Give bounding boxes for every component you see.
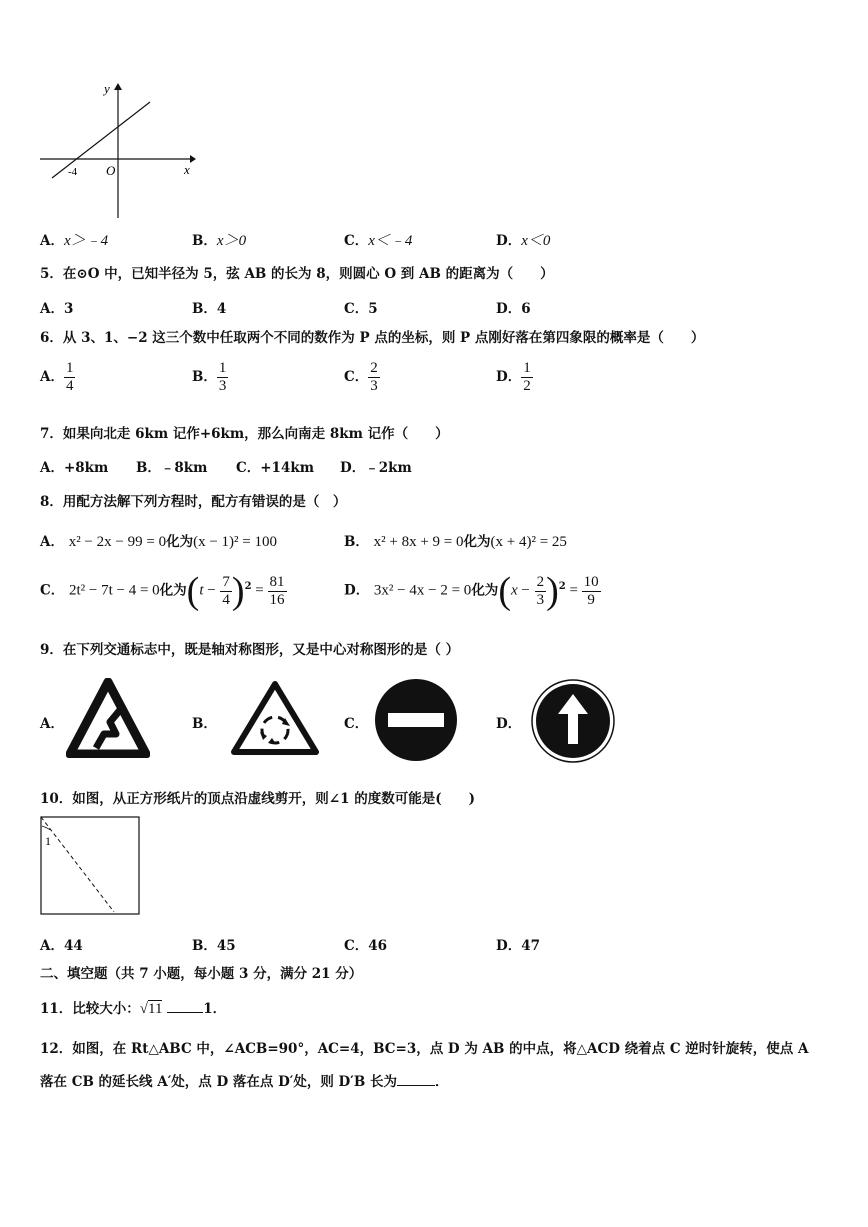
sign-no-entry-icon: [372, 678, 460, 762]
q6-option-a[interactable]: A． $\frac{1}{4}$: [40, 360, 74, 394]
q5-text: 5．在⊙O 中，已知半径为 5，弦 AB 的长为 8，则圆心 O 到 AB 的距离为（ ）: [40, 266, 554, 282]
q8-option-b[interactable]: B． x² + 8x + 9 = 0化为(x + 4)² = 25: [344, 534, 567, 550]
fraction: $\frac{1}{2}$: [523, 360, 531, 394]
sign-straight-ahead-icon: [530, 678, 616, 764]
y-axis-arrow-icon: [114, 83, 122, 90]
q9-text: 9．在下列交通标志中，既是轴对称图形，又是中心对称图形的是（ ）: [40, 642, 460, 658]
q8-option-d[interactable]: D． 3x² − 4x − 2 = 0化为(x − $\frac{2}{3}$ )$^2$ = $\frac{10}{9}$: [344, 570, 599, 612]
q10-option-c[interactable]: C．46: [344, 938, 388, 954]
q7-option-b[interactable]: B．﹣8km: [136, 460, 208, 476]
q5-option-b[interactable]: B．4: [192, 301, 227, 317]
q5-option-d[interactable]: D．6: [496, 301, 531, 317]
q6-option-b[interactable]: B． $\frac{1}{3}$: [192, 360, 227, 394]
fraction: $\frac{81}{16}$: [269, 573, 285, 608]
q9-option-a[interactable]: A．: [40, 716, 64, 732]
y-label: y: [104, 81, 110, 96]
q5-option-a[interactable]: A．3: [40, 301, 74, 317]
fraction: $\frac{10}{9}$: [583, 573, 599, 608]
q9-option-c[interactable]: C．: [344, 716, 369, 732]
fraction: $\frac{2}{3}$: [536, 573, 545, 608]
q12-answer-blank[interactable]: [397, 1085, 435, 1086]
q6-option-d[interactable]: D． $\frac{1}{2}$: [496, 360, 531, 394]
fraction: $\frac{2}{3}$: [370, 360, 378, 394]
q8-text: 8．用配方法解下列方程时，配方有错误的是（ ）: [40, 494, 347, 510]
x-axis-arrow-icon: [190, 155, 196, 163]
q4-option-d[interactable]: D．x＜0: [496, 233, 551, 249]
graph-line: [52, 102, 150, 178]
q12-line1: 12．如图，在 Rt△ABC 中，∠ACB=90°，AC=4，BC=3，点 D 为 AB 的中点，将△ACD 绕着点 C 逆时针旋转，使点 A: [40, 1041, 809, 1057]
q4-graph: [38, 80, 198, 222]
svg-text:1: 1: [45, 834, 51, 848]
q6-text: 6．从 3、1、−2 这三个数中任取两个不同的数作为 P 点的坐标，则 P 点刚好落在第四象限的概率是（ ）: [40, 330, 705, 346]
q8-option-a[interactable]: A． x² − 2x − 99 = 0化为(x − 1)² = 100: [40, 534, 277, 550]
q12-line2: 落在 CB 的延长线 A′处，点 D 落在点 D′处，则 D′B 长为 ．: [40, 1074, 449, 1090]
fraction: $\frac{1}{3}$: [218, 360, 227, 394]
q8-option-c[interactable]: C． 2t² − 7t − 4 = 0化为(t − $\frac{7}{4}$ )$^2$ = $\frac{81}{16}$: [40, 570, 285, 612]
q4-option-a[interactable]: A．x＞﹣4: [40, 233, 109, 249]
q10-square-figure: [40, 816, 142, 916]
x-label: x: [184, 162, 190, 177]
sign-curve-road-icon: [66, 678, 150, 758]
fraction: $\frac{1}{4}$: [65, 360, 74, 394]
q7-option-d[interactable]: D．﹣2km: [340, 460, 412, 476]
intercept-label: -4: [68, 166, 78, 178]
q9-option-d[interactable]: D．: [496, 716, 522, 732]
q10-option-b[interactable]: B．45: [192, 938, 236, 954]
q7-option-c[interactable]: C．+14km: [236, 460, 314, 476]
q9-option-b[interactable]: B．: [192, 716, 217, 732]
q11-answer-blank[interactable]: [167, 1012, 203, 1013]
sqrt-expression: √11: [139, 1001, 163, 1017]
q11-text: 11．比较大小：√11 1．: [40, 1001, 227, 1017]
section-2-heading: 二、填空题（共 7 小题，每小题 3 分，满分 21 分）: [40, 966, 363, 982]
q6-option-c[interactable]: C． $\frac{2}{3}$: [344, 360, 378, 394]
q10-text: 10．如图，从正方形纸片的顶点沿虚线剪开，则∠1 的度数可能是( ): [40, 791, 475, 807]
origin-label: O: [106, 163, 116, 178]
q4-option-c[interactable]: C．x＜﹣4: [344, 233, 413, 249]
q7-option-a[interactable]: A．+8km: [40, 460, 109, 476]
sign-roundabout-icon: [230, 680, 320, 756]
q5-option-c[interactable]: C．5: [344, 301, 378, 317]
q4-option-b[interactable]: B．x＞0: [192, 233, 247, 249]
q10-option-d[interactable]: D．47: [496, 938, 540, 954]
q7-text: 7．如果向北走 6km 记作+6km，那么向南走 8km 记作（ ）: [40, 426, 449, 442]
fraction: $\frac{7}{4}$: [222, 573, 230, 608]
q10-option-a[interactable]: A．44: [40, 938, 83, 954]
